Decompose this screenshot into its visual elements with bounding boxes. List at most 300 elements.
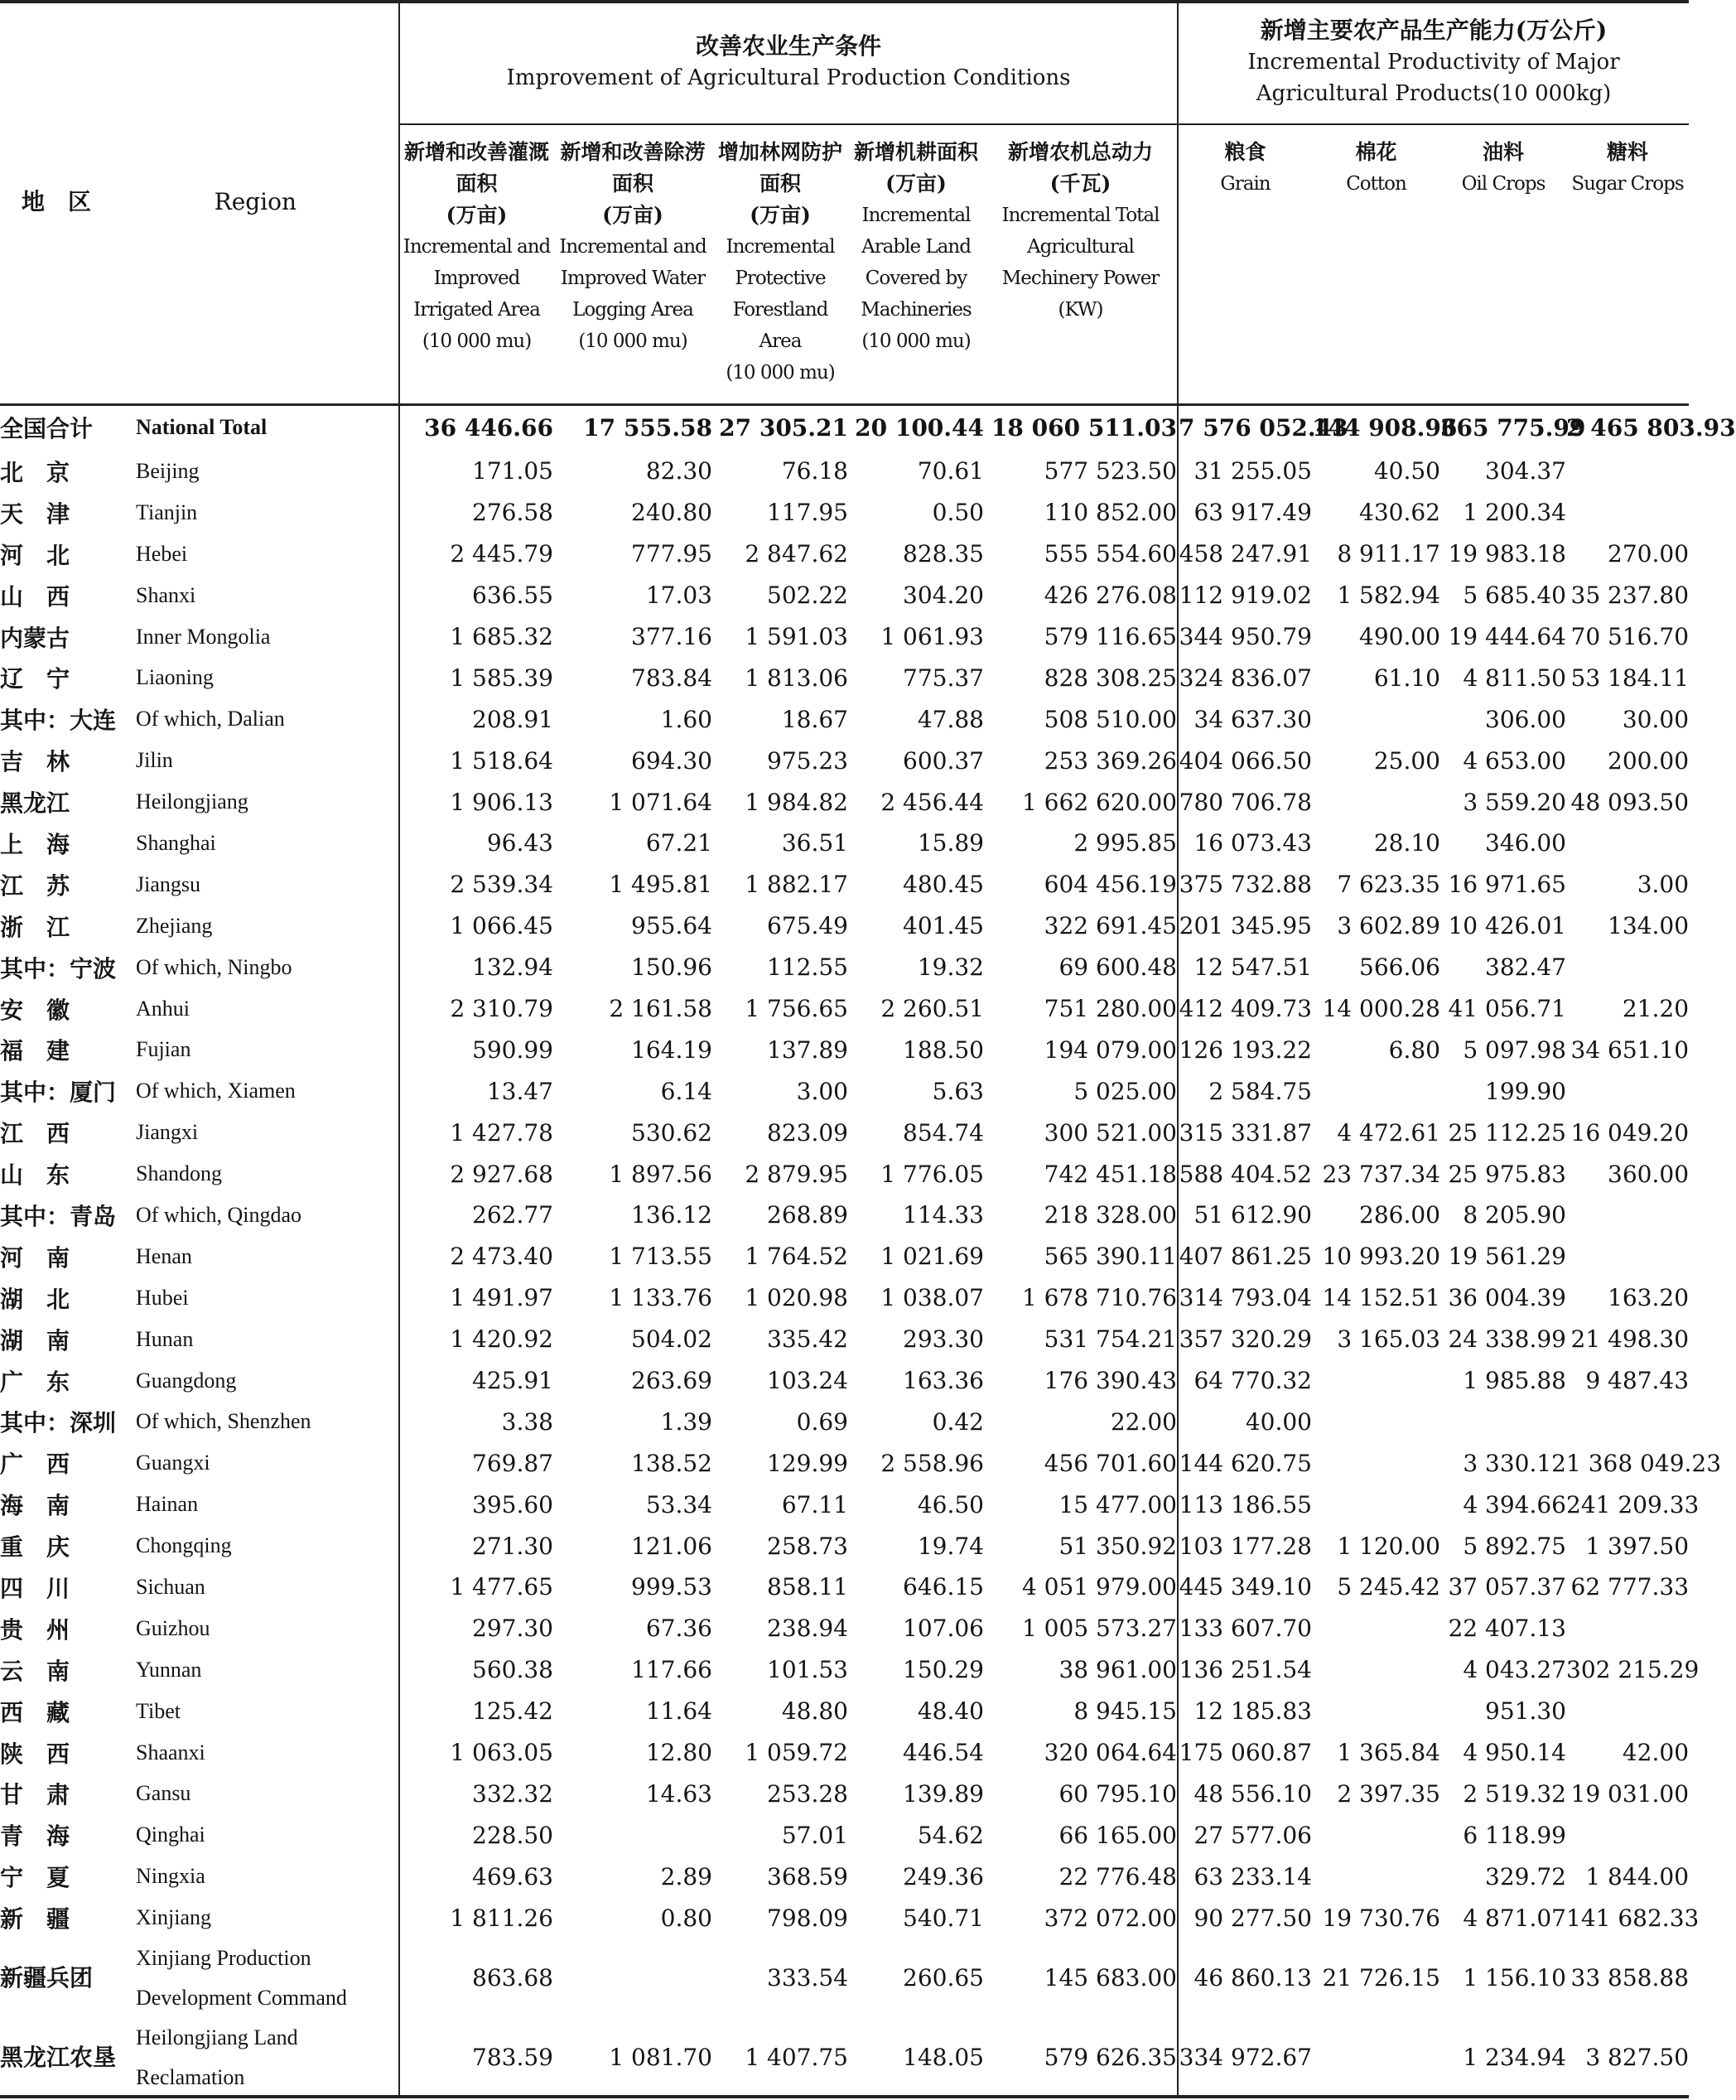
- cell-value: 4 653.00: [1463, 746, 1566, 775]
- region-name-en: Guizhou: [136, 1615, 210, 1640]
- cell-value: 200.00: [1608, 746, 1690, 775]
- cell-value: 270.00: [1608, 540, 1690, 568]
- region-name-en: Guangxi: [136, 1451, 210, 1475]
- cell-value: 0.69: [796, 1407, 848, 1436]
- cell-value: 103.24: [767, 1367, 848, 1395]
- region-name-en: Sichuan: [136, 1574, 205, 1599]
- table-row: [0, 533, 1689, 575]
- cell-value: 480.45: [903, 871, 984, 899]
- cell-value: 263.69: [631, 1367, 712, 1395]
- cell-value: [1566, 492, 1689, 533]
- cell-value: 0.42: [932, 1407, 984, 1436]
- cell-value: 276.58: [399, 492, 553, 533]
- region-name-zh: 全国合计: [0, 415, 94, 442]
- cell-value: 1 518.64: [399, 740, 553, 781]
- table-header: [0, 0, 1689, 404]
- table-row: [0, 1525, 1689, 1567]
- cell-value: 46 860.13: [1178, 1938, 1312, 2018]
- cell-value: 2 995.85: [1073, 829, 1177, 857]
- cell-value: 9 487.43: [1585, 1367, 1690, 1395]
- cell-value: 3 559.20: [1463, 788, 1566, 816]
- cell-value: 769.87: [399, 1442, 553, 1484]
- column-header-sugar-crops: 糖料 Sugar Crops: [1571, 140, 1684, 195]
- cell-value: 445 349.10: [1178, 1567, 1312, 1608]
- cell-value: 117.95: [767, 499, 848, 527]
- cell-value: 1 038.07: [880, 1284, 984, 1312]
- cell-value: 854.74: [903, 1118, 984, 1147]
- table-row: [0, 1732, 1689, 1774]
- region-name-zh: 四 川: [0, 1574, 70, 1602]
- cell-value: 136 251.54: [1178, 1649, 1312, 1691]
- cell-value: 2 465 803.93: [1566, 413, 1736, 442]
- cell-value: 139.89: [903, 1779, 984, 1808]
- cell-value: 1 811.26: [399, 1897, 553, 1938]
- cell-value: 35 237.80: [1570, 582, 1690, 610]
- region-name-en: Ningxia: [136, 1864, 205, 1889]
- cell-value: 218 328.00: [1044, 1201, 1177, 1229]
- cell-value: 36 004.39: [1448, 1284, 1566, 1312]
- cell-value: 22 407.13: [1448, 1615, 1566, 1643]
- region-name-en: Xinjiang: [136, 1905, 211, 1930]
- cell-value: 19 730.76: [1322, 1904, 1440, 1932]
- cell-value: 36.51: [781, 829, 848, 857]
- cell-value: 1 420.92: [399, 1319, 553, 1360]
- cell-value: 14 152.51: [1322, 1284, 1440, 1312]
- cell-value: 694.30: [631, 746, 712, 775]
- cell-value: 3 165.03: [1337, 1325, 1440, 1354]
- table-row: [0, 404, 1689, 451]
- cell-value: 4 051 979.00: [1021, 1573, 1177, 1601]
- region-name-zh: 山 西: [0, 582, 70, 611]
- region-name-zh: 山 东: [0, 1161, 70, 1190]
- cell-value: 577 523.50: [1044, 457, 1177, 485]
- cell-value: 302 215.29: [1566, 1656, 1700, 1684]
- cell-value: [1566, 1814, 1689, 1856]
- table-row: [0, 657, 1689, 698]
- cell-value: [1312, 1401, 1440, 1442]
- region-name-en: Jiangxi: [136, 1120, 199, 1145]
- cell-value: 646.15: [903, 1573, 984, 1601]
- cell-value: 37 057.37: [1448, 1573, 1566, 1601]
- cell-value: 1 776.05: [880, 1160, 984, 1188]
- cell-value: 395.60: [399, 1484, 553, 1525]
- cell-value: 188.50: [903, 1036, 984, 1064]
- cell-value: 1 495.81: [609, 871, 712, 899]
- table-row: [0, 451, 1689, 492]
- region-name-en: National Total: [136, 415, 268, 439]
- region-name-zh: 其中：宁波: [0, 954, 117, 982]
- cell-value: 1 061.93: [880, 623, 984, 650]
- cell-value: [1312, 2018, 1440, 2098]
- cell-value: 148.05: [903, 2044, 984, 2072]
- cell-value: 126 193.22: [1178, 1029, 1312, 1070]
- table-row: [0, 2018, 1689, 2098]
- region-name-zh: 黑龙江农垦: [0, 2044, 117, 2072]
- group-header-conditions-zh: 改善农业生产条件: [695, 31, 881, 60]
- cell-value: 194 079.00: [1044, 1036, 1177, 1064]
- cell-value: 1 066.45: [399, 905, 553, 947]
- cell-value: 38 961.00: [1058, 1656, 1177, 1684]
- cell-value: 114.33: [903, 1201, 984, 1229]
- region-name-zh: 福 建: [0, 1037, 70, 1065]
- cell-value: 31 255.05: [1178, 451, 1312, 492]
- cell-value: 176 390.43: [1044, 1367, 1177, 1395]
- region-name-en: Hubei: [136, 1285, 189, 1310]
- cell-value: 47.88: [917, 705, 984, 733]
- cell-value: 300 521.00: [1044, 1118, 1177, 1147]
- cell-value: 780 706.78: [1178, 781, 1312, 823]
- cell-value: 10 426.01: [1448, 912, 1566, 940]
- cell-value: 201 345.95: [1178, 905, 1312, 947]
- region-name-en: Of which, Dalian: [136, 707, 285, 731]
- cell-value: 141 682.33: [1566, 1904, 1700, 1932]
- cell-value: 531 754.21: [1044, 1325, 1177, 1354]
- cell-value: 138.52: [631, 1449, 712, 1477]
- cell-value: 333.54: [767, 1964, 848, 1992]
- region-name-zh: 天 津: [0, 500, 70, 528]
- cell-value: 1 081.70: [609, 2044, 712, 2072]
- cell-value: 579 626.35: [1044, 2044, 1177, 2072]
- cell-value: 2 558.96: [880, 1449, 984, 1477]
- cell-value: 90 277.50: [1178, 1897, 1312, 1938]
- region-name-zh: 湖 南: [0, 1326, 70, 1354]
- cell-value: 1 063.05: [399, 1732, 553, 1774]
- region-name-zh: 广 西: [0, 1451, 70, 1479]
- cell-value: 171.05: [399, 451, 553, 492]
- cell-value: 112.55: [767, 953, 848, 982]
- region-name-zh: 河 南: [0, 1243, 70, 1272]
- region-name-en: Tianjin: [136, 500, 198, 524]
- cell-value: [1566, 451, 1689, 492]
- cell-value: 404 066.50: [1178, 740, 1312, 781]
- cell-value: 2 310.79: [399, 988, 553, 1030]
- group-header-productivity-en-2: Agricultural Products(10 000kg): [1256, 80, 1612, 106]
- cell-value: 62 777.33: [1570, 1573, 1690, 1601]
- cell-value: 1 685.32: [399, 616, 553, 658]
- table-row: [0, 1195, 1689, 1236]
- cell-value: 775.37: [903, 664, 984, 692]
- cell-value: 40.00: [1178, 1401, 1312, 1442]
- cell-value: 0.80: [660, 1904, 712, 1932]
- cell-value: 540.71: [903, 1904, 984, 1932]
- region-name-zh: 辽 宁: [0, 665, 70, 693]
- cell-value: 228.50: [399, 1814, 553, 1856]
- cell-value: 132.94: [399, 947, 553, 988]
- cell-value: 777.95: [631, 540, 712, 568]
- cell-value: 23 737.34: [1322, 1160, 1440, 1188]
- table-row: [0, 1277, 1689, 1319]
- cell-value: 15.89: [917, 829, 984, 857]
- region-name-en: Qinghai: [136, 1822, 205, 1847]
- cell-value: 1 005 573.27: [1021, 1615, 1177, 1643]
- cell-value: 51 350.92: [1058, 1532, 1177, 1560]
- region-name-en: Fujian: [136, 1037, 191, 1062]
- table-row: [0, 1897, 1689, 1938]
- region-name-en: Inner Mongolia: [136, 624, 271, 649]
- region-name-zh: 上 海: [0, 830, 70, 858]
- cell-value: 858.11: [767, 1573, 848, 1601]
- cell-value: 17.03: [645, 582, 712, 610]
- table-row: [0, 1938, 1689, 2018]
- cell-value: 2 260.51: [880, 995, 984, 1023]
- cell-value: 136.12: [631, 1201, 712, 1229]
- cell-value: 27 305.21: [719, 413, 848, 442]
- cell-value: 144 620.75: [1178, 1442, 1312, 1484]
- cell-value: 103 177.28: [1178, 1525, 1312, 1567]
- region-name-zh: 云 南: [0, 1657, 70, 1685]
- cell-value: 565 390.11: [1044, 1243, 1177, 1271]
- cell-value: 2 456.44: [880, 788, 984, 816]
- cell-value: 783.84: [631, 664, 712, 692]
- cell-value: 320 064.64: [1044, 1739, 1177, 1767]
- header-rule: [0, 403, 1689, 406]
- cell-value: 19.32: [917, 953, 984, 982]
- region-header-en: Region: [214, 187, 297, 215]
- cell-value: 560.38: [399, 1649, 553, 1691]
- cell-value: [1566, 1195, 1689, 1236]
- cell-value: 368.59: [767, 1862, 848, 1890]
- cell-value: 1 021.69: [880, 1243, 984, 1271]
- cell-value: 3 602.89: [1337, 912, 1440, 940]
- table-row: [0, 1029, 1689, 1070]
- cell-value: [1566, 947, 1689, 988]
- region-name-zh: 重 庆: [0, 1533, 70, 1562]
- cell-value: 357 320.29: [1178, 1319, 1312, 1360]
- cell-value: 268.89: [767, 1201, 848, 1229]
- cell-value: 1 368 049.23: [1566, 1449, 1722, 1477]
- region-name-zh: 黑龙江: [0, 789, 70, 818]
- cell-value: 6.80: [1388, 1036, 1440, 1064]
- cell-value: [1566, 823, 1689, 864]
- cell-value: 430.62: [1359, 499, 1440, 527]
- cell-value: 4 472.61: [1337, 1118, 1440, 1147]
- cell-value: 129.99: [767, 1449, 848, 1477]
- column-header-irrigated-area: 新增和改善灌溉面积 (万亩) Incremental and Improved Irrigated Area (10 000 mu): [399, 124, 553, 404]
- cell-value: 306.00: [1485, 705, 1566, 733]
- cell-value: 742 451.18: [1044, 1160, 1177, 1188]
- cell-value: 22 776.48: [1058, 1862, 1177, 1890]
- region-name-zh: 河 北: [0, 541, 70, 569]
- column-header-arable-land: 新增机耕面积 (万亩) Incremental Arable Land Covered by Machineries (10 000 mu): [853, 140, 978, 352]
- cell-value: 25 112.25: [1448, 1118, 1566, 1147]
- region-name-zh: 新 疆: [0, 1905, 70, 1933]
- cell-value: [1312, 1814, 1440, 1856]
- cell-value: 8 911.17: [1337, 540, 1440, 568]
- cell-value: 3.00: [796, 1077, 848, 1105]
- cell-value: 150.29: [903, 1656, 984, 1684]
- cell-value: 25.00: [1373, 746, 1440, 775]
- cell-value: 1 713.55: [609, 1243, 712, 1271]
- cell-value: 863.68: [399, 1938, 553, 2018]
- cell-value: 555 554.60: [1044, 540, 1177, 568]
- region-name-en: Hunan: [136, 1326, 194, 1351]
- region-name-en: Of which, Shenzhen: [136, 1409, 311, 1434]
- cell-value: 53 184.11: [1570, 664, 1690, 692]
- cell-value: 36 446.66: [399, 404, 553, 451]
- cell-value: 2 473.40: [399, 1236, 553, 1277]
- table-row: [0, 575, 1689, 616]
- cell-value: 12.80: [645, 1739, 712, 1767]
- cell-value: 67.11: [781, 1490, 848, 1518]
- group-header-productivity-en-1: Incremental Productivity of Major: [1247, 49, 1620, 75]
- cell-value: 566.06: [1359, 953, 1440, 982]
- cell-value: 1 059.72: [745, 1739, 848, 1767]
- cell-value: 64 770.32: [1178, 1360, 1312, 1402]
- cell-value: 150.96: [631, 953, 712, 982]
- group-header-conditions: [399, 0, 1178, 124]
- cell-value: 48.80: [781, 1697, 848, 1726]
- region-name-zh: 甘 肃: [0, 1781, 70, 1809]
- table-row: [0, 698, 1689, 740]
- cell-value: 1 477.65: [399, 1567, 553, 1608]
- table-row: [0, 1153, 1689, 1195]
- cell-value: 828.35: [903, 540, 984, 568]
- cell-value: 253.28: [767, 1779, 848, 1808]
- cell-value: 5 892.75: [1463, 1532, 1566, 1560]
- cell-value: 19 983.18: [1448, 540, 1566, 568]
- cell-value: 329.72: [1485, 1862, 1566, 1890]
- cell-value: 828 308.25: [1044, 664, 1177, 692]
- cell-value: 33 858.88: [1570, 1964, 1690, 1992]
- cell-value: 96.43: [399, 823, 553, 864]
- cell-value: 1 397.50: [1585, 1532, 1690, 1560]
- cell-value: 2 161.58: [609, 995, 712, 1023]
- cell-value: [553, 1938, 712, 2018]
- table-row: [0, 1442, 1689, 1484]
- cell-value: 67.21: [645, 829, 712, 857]
- cell-value: 401.45: [903, 912, 984, 940]
- cell-value: 27 577.06: [1178, 1814, 1312, 1856]
- cell-value: 21.20: [1622, 995, 1690, 1023]
- cell-value: [553, 1814, 712, 1856]
- region-header-zh: 地 区: [22, 187, 92, 215]
- cell-value: 11.64: [645, 1697, 712, 1726]
- region-name-en: Hebei: [136, 541, 188, 566]
- cell-value: 590.99: [399, 1029, 553, 1070]
- table-row: [0, 864, 1689, 905]
- cell-value: [1566, 1070, 1689, 1112]
- group-header-productivity-zh: 新增主要农产品生产能力(万公斤): [1260, 16, 1608, 44]
- cell-value: 951.30: [1485, 1697, 1566, 1726]
- table-row: [0, 1649, 1689, 1691]
- cell-value: [1566, 1401, 1689, 1442]
- table-row: [0, 905, 1689, 947]
- cell-value: 16 049.20: [1570, 1118, 1690, 1147]
- cell-value: 41 056.71: [1448, 995, 1566, 1023]
- cell-value: 258.73: [767, 1532, 848, 1560]
- cell-value: 1 662 620.00: [1021, 788, 1177, 816]
- region-name-zh: 海 南: [0, 1492, 70, 1520]
- cell-value: 1 906.13: [399, 781, 553, 823]
- cell-value: 600.37: [903, 746, 984, 775]
- cell-value: 69 600.48: [1058, 953, 1177, 982]
- cell-value: 1 882.17: [745, 871, 848, 899]
- region-name-zh: 北 京: [0, 458, 70, 486]
- cell-value: 164.19: [631, 1036, 712, 1064]
- cell-value: 1 813.06: [745, 664, 848, 692]
- cell-value: 293.30: [903, 1325, 984, 1354]
- cell-value: 3 827.50: [1585, 2044, 1690, 2072]
- region-name-zh: 吉 林: [0, 748, 70, 776]
- cell-value: 4 871.07: [1463, 1904, 1566, 1932]
- cell-value: 70.61: [917, 457, 984, 485]
- cell-value: 4 394.66: [1463, 1490, 1566, 1518]
- cell-value: 70 516.70: [1570, 623, 1690, 650]
- cell-value: 344 950.79: [1178, 616, 1312, 658]
- cell-value: 377.16: [631, 623, 712, 650]
- cell-value: 372 072.00: [1044, 1904, 1177, 1932]
- region-name-zh: 安 徽: [0, 996, 70, 1024]
- region-name-zh: 江 苏: [0, 871, 70, 900]
- cell-value: 19.74: [917, 1532, 984, 1560]
- region-name-zh: 湖 北: [0, 1285, 70, 1313]
- cell-value: 18.67: [781, 705, 848, 733]
- cell-value: [1312, 1608, 1440, 1649]
- table-row: [0, 1401, 1689, 1442]
- cell-value: 1.39: [660, 1407, 712, 1436]
- cell-value: [1312, 1856, 1440, 1897]
- cell-value: 262.77: [399, 1195, 553, 1236]
- cell-value: 110 852.00: [1044, 499, 1177, 527]
- cell-value: 2 879.95: [745, 1160, 848, 1188]
- cell-value: [1312, 781, 1440, 823]
- cell-value: 1 897.56: [609, 1160, 712, 1188]
- cell-value: 1 427.78: [399, 1112, 553, 1153]
- cell-value: 60 795.10: [1058, 1779, 1177, 1808]
- region-name-zh: 其中：大连: [0, 707, 117, 735]
- cell-value: 113 186.55: [1178, 1484, 1312, 1525]
- cell-value: 324 836.07: [1178, 657, 1312, 698]
- cell-value: 34 637.30: [1178, 698, 1312, 740]
- cell-value: 46.50: [917, 1490, 984, 1518]
- cell-value: 1 020.98: [745, 1284, 848, 1312]
- cell-value: 238.94: [767, 1615, 848, 1643]
- cell-value: 240.80: [631, 499, 712, 527]
- cell-value: 19 444.64: [1448, 623, 1566, 650]
- cell-value: 579 116.65: [1044, 623, 1177, 650]
- cell-value: 365 775.99: [1440, 413, 1586, 442]
- cell-value: 751 280.00: [1044, 995, 1177, 1023]
- region-name-zh: 江 西: [0, 1120, 70, 1148]
- table-row: [0, 1319, 1689, 1360]
- cell-value: 12 185.83: [1178, 1691, 1312, 1732]
- cell-value: 5.63: [932, 1077, 984, 1105]
- region-name-en: Shaanxi: [136, 1740, 205, 1764]
- cell-value: 1.60: [660, 705, 712, 733]
- cell-value: 955.64: [631, 912, 712, 940]
- cell-value: 7 576 052.43: [1178, 404, 1312, 451]
- cell-value: 334 972.67: [1178, 2018, 1312, 2098]
- region-name-en: Heilongjiang: [136, 789, 248, 814]
- region-name-en: Of which, Xiamen: [136, 1079, 296, 1103]
- cell-value: 30.00: [1622, 705, 1690, 733]
- cell-value: 34 651.10: [1570, 1036, 1690, 1064]
- cell-value: 22.00: [1110, 1407, 1177, 1436]
- cell-value: 2 397.35: [1337, 1779, 1440, 1808]
- group-header-productivity: [1178, 0, 1689, 124]
- cell-value: 133 607.70: [1178, 1608, 1312, 1649]
- cell-value: 82.30: [645, 457, 712, 485]
- region-name-en: Jilin: [136, 748, 173, 773]
- cell-value: 25 975.83: [1448, 1160, 1566, 1188]
- cell-value: 253 369.26: [1044, 746, 1177, 775]
- cell-value: 458 247.91: [1178, 533, 1312, 575]
- region-name-zh: 其中：青岛: [0, 1202, 117, 1230]
- cell-value: 332.32: [399, 1774, 553, 1815]
- cell-value: 6 118.99: [1463, 1821, 1566, 1849]
- cell-value: 249.36: [903, 1862, 984, 1890]
- cell-value: 1 156.10: [1463, 1964, 1566, 1992]
